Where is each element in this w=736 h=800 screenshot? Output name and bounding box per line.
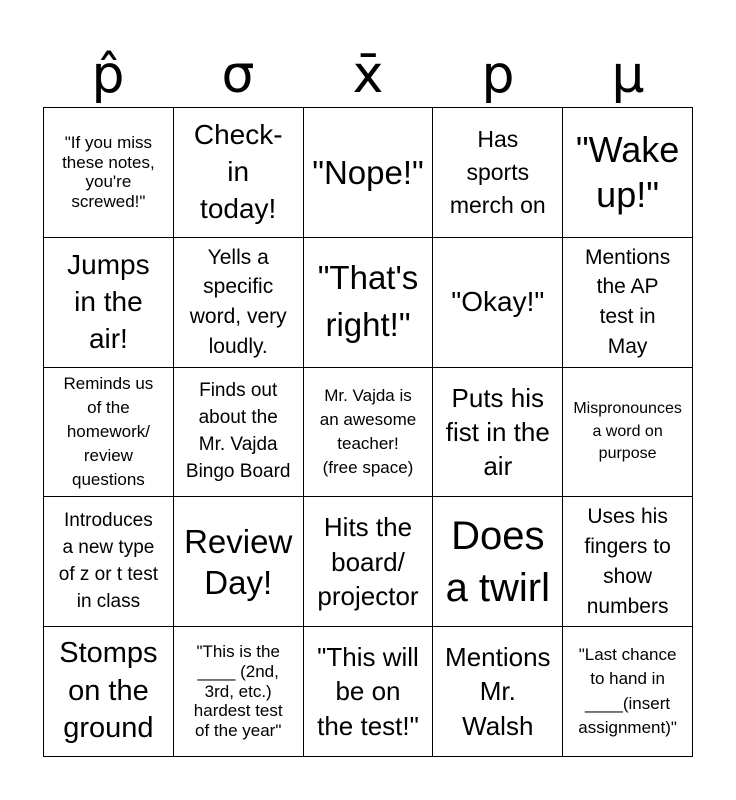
- bingo-cell[interactable]: "Okay!": [433, 238, 563, 368]
- header-letter-p-hat: p̂: [91, 45, 125, 105]
- bingo-cell[interactable]: "This will be on the test!": [304, 627, 434, 757]
- bingo-cell[interactable]: Finds out about the Mr. Vajda Bingo Board: [174, 368, 304, 498]
- bingo-cell[interactable]: Introduces a new type of z or t test in class: [44, 497, 174, 627]
- bingo-cell[interactable]: Check- in today!: [174, 108, 304, 238]
- header-letter-sigma: σ: [221, 45, 255, 105]
- bingo-cell[interactable]: Uses his fingers to show numbers: [563, 497, 693, 627]
- bingo-cell[interactable]: "Wake up!": [563, 108, 693, 238]
- bingo-grid: [43, 107, 693, 757]
- header-letter-p: p: [481, 45, 515, 105]
- bingo-cell[interactable]: Review Day!: [174, 497, 304, 627]
- bingo-cell[interactable]: Yells a specific word, very loudly.: [174, 238, 304, 368]
- bingo-cell[interactable]: Reminds us of the homework/ review questions: [44, 368, 174, 498]
- bingo-cell[interactable]: "This is the ____ (2nd, 3rd, etc.) hardest test of the year": [174, 627, 304, 757]
- bingo-cell[interactable]: Puts his fist in the air: [433, 368, 563, 498]
- bingo-header: [43, 42, 693, 108]
- bingo-cell[interactable]: "Last chance to hand in ____(insert assignment)": [563, 627, 693, 757]
- bingo-cell[interactable]: Mispronounces a word on purpose: [563, 368, 693, 498]
- header-letter-x-bar: x̄: [352, 45, 384, 105]
- bingo-cell[interactable]: Mentions Mr. Walsh: [433, 627, 563, 757]
- bingo-cell[interactable]: "That's right!": [304, 238, 434, 368]
- bingo-cell[interactable]: Stomps on the ground: [44, 627, 174, 757]
- header-letter-mu: μ: [611, 45, 645, 105]
- bingo-cell[interactable]: Hits the board/ projector: [304, 497, 434, 627]
- bingo-cell[interactable]: "If you miss these notes, you're screwed!": [44, 108, 174, 238]
- bingo-cell[interactable]: Mentions the AP test in May: [563, 238, 693, 368]
- bingo-cell[interactable]: Jumps in the air!: [44, 238, 174, 368]
- bingo-cell[interactable]: Has sports merch on: [433, 108, 563, 238]
- bingo-cell[interactable]: Mr. Vajda is an awesome teacher! (free space): [304, 368, 434, 498]
- bingo-cell[interactable]: Does a twirl: [433, 497, 563, 627]
- bingo-cell[interactable]: "Nope!": [304, 108, 434, 238]
